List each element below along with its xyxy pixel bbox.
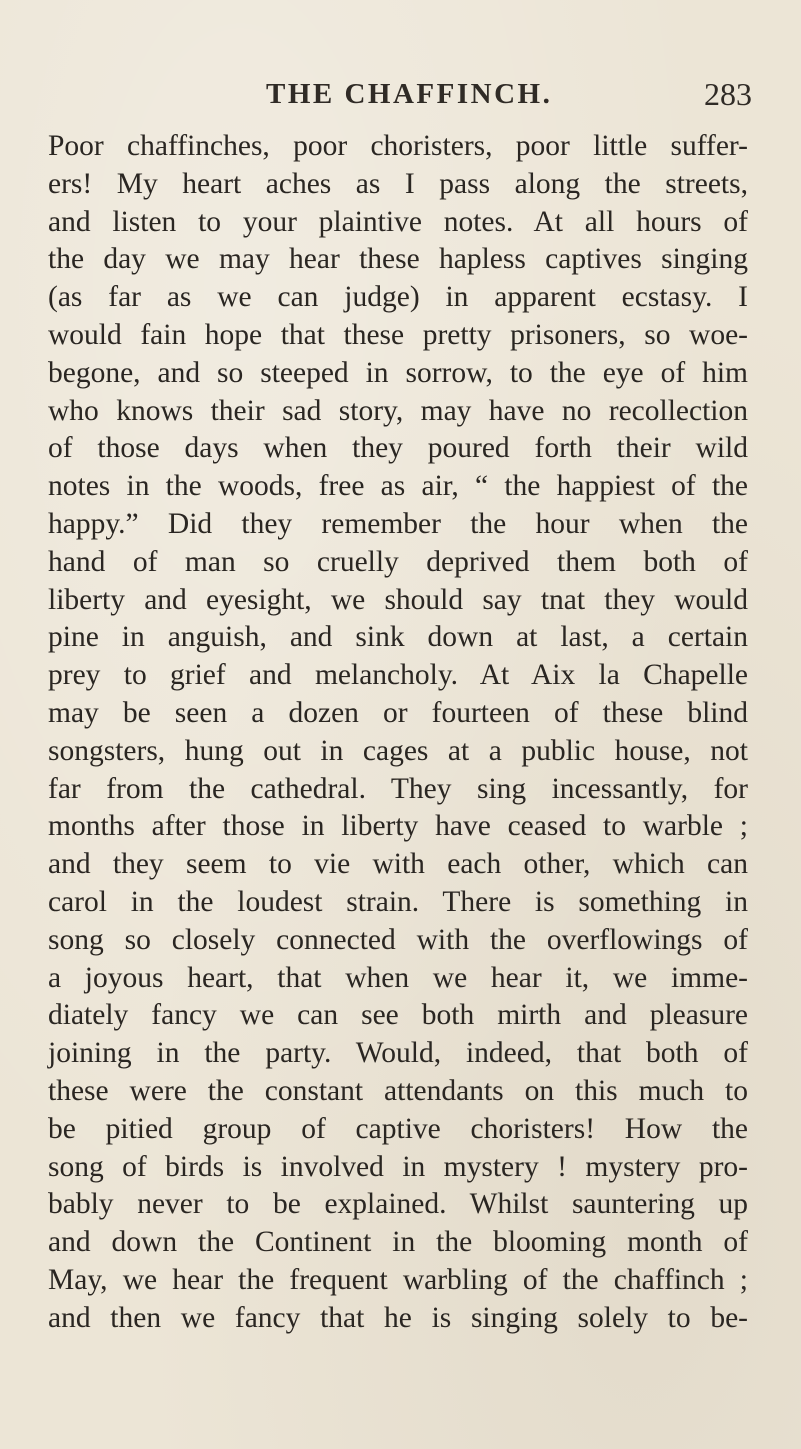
text-line: who knows their sad story, may have no recollection [48,394,748,427]
body-text [48,128,748,1338]
text-line: and listen to your plaintive notes. At all hours of [48,205,748,238]
text-line: ers! My heart aches as I pass along the streets, [48,167,748,200]
text-line: joining in the party. Would, indeed, that both of [48,1037,748,1070]
text-line: pine in anguish, and sink down at last, a certain [48,621,748,654]
text-line: May, we hear the frequent warbling of the chaffinch ; [48,1263,748,1296]
text-line: hand of man so cruelly deprived them both of [48,545,748,578]
page-number: 283 [704,76,752,112]
running-title: THE CHAFFINCH. [266,78,553,110]
text-line: months after those in liberty have ceased to warble ; [48,810,748,843]
text-line: of those days when they poured forth their wild [48,432,748,465]
text-line: far from the cathedral. They sing incessantly, for [48,772,748,805]
text-line: and they seem to vie with each other, which can [48,848,748,881]
text-line: and then we fancy that he is singing solely to be- [48,1301,748,1334]
text-line: these were the constant attendants on this much to [48,1074,748,1107]
text-line: Poor chaffinches, poor choristers, poor little suffer- [48,130,748,162]
text-line: begone, and so steeped in sorrow, to the eye of him [48,356,748,389]
text-line: a joyous heart, that when we hear it, we imme- [48,961,748,994]
text-line: may be seen a dozen or fourteen of these blind [48,696,748,729]
text-line: the day we may hear these hapless captives singing [48,243,748,276]
text-line: song so closely connected with the overflowings of [48,923,748,956]
text-line: (as far as we can judge) in apparent ecstasy. I [48,281,748,314]
text-line: carol in the loudest strain. There is something in [48,885,748,918]
text-line: prey to grief and melancholy. At Aix la Chapelle [48,659,748,692]
text-line: be pitied group of captive choristers! How the [48,1112,748,1145]
text-line: diately fancy we can see both mirth and pleasure [48,999,748,1032]
text-line: happy.” Did they remember the hour when the [48,507,748,540]
text-line: would fain hope that these pretty prisoners, so woe- [48,318,748,351]
text-line: bably never to be explained. Whilst sauntering up [48,1188,748,1221]
text-line: liberty and eyesight, we should say tnat they would [48,583,748,616]
text-line: and down the Continent in the blooming month of [48,1226,748,1259]
text-line: songsters, hung out in cages at a public house, not [48,734,748,767]
text-line: song of birds is involved in mystery ! mystery pro- [48,1150,748,1183]
page-header [48,74,752,118]
text-line: notes in the woods, free as air, “ the happiest of the [48,470,748,503]
